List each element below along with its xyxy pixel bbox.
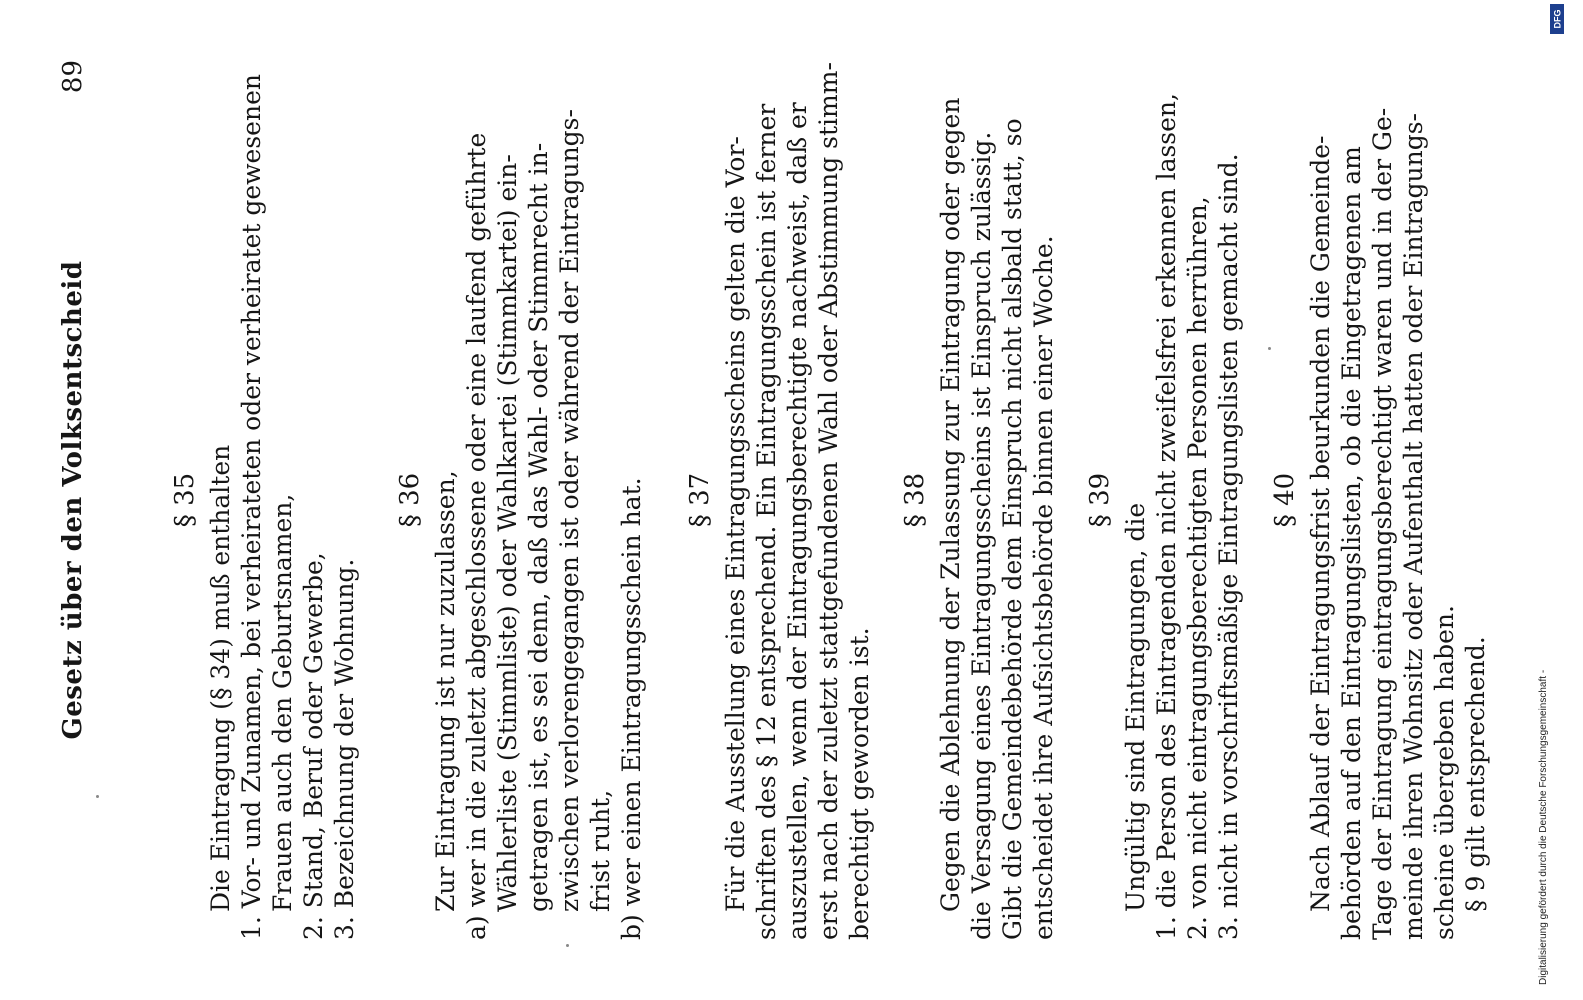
section-heading: § 35 <box>170 472 200 528</box>
section-35 <box>165 60 360 940</box>
text-line: die Versagung eines Eintragungsscheins ist Einspruch zulässig. <box>967 131 996 940</box>
list-item: 3. nicht in vorschriftsmäßige Eintragungslisten gemacht sind. <box>1214 153 1243 940</box>
text-line: Gibt die Gemeindebehörde dem Einspruch nicht alsbald statt, so <box>998 118 1027 940</box>
section-40 <box>1265 60 1491 940</box>
text-line: frist ruht, <box>586 789 615 912</box>
list-item: a) wer in die zuletzt abgeschlossene oder eine laufend geführte <box>462 132 491 940</box>
text-line: entscheidet ihre Aufsichtsbehörde binnen einer Woche. <box>1029 235 1058 940</box>
text-line: Gegen die Ablehnung der Zulassung zur Eintragung oder gegen <box>936 97 965 912</box>
text-line: berechtigt geworden ist. <box>845 627 874 940</box>
section-39 <box>1080 60 1244 940</box>
text-line: Ungültig sind Eintragungen, die <box>1121 502 1150 912</box>
page-title: Gesetz über den Volksentscheid <box>58 260 88 740</box>
text-line: meinde ihren Wohnsitz oder Aufenthalt hatten oder Eintragungs- <box>1399 113 1428 940</box>
section-37 <box>680 60 875 940</box>
list-item: b) wer einen Eintragungsschein hat. <box>617 477 646 940</box>
list-item: 1. die Person des Eintragenden nicht zweifelsfrei erkennen lassen, <box>1152 93 1181 940</box>
text-line: auszustellen, wenn der Eintragungsberechtigte nachweist, daß er <box>783 102 812 940</box>
text-line: erst nach der zuletzt stattgefundenen Wahl oder Abstimmung stimm- <box>814 62 843 940</box>
page-header <box>60 60 100 940</box>
section-heading: § 36 <box>395 472 425 528</box>
list-item: 2. Stand, Beruf oder Gewerbe, <box>299 552 328 940</box>
text-line: Nach Ablauf der Eintragungsfrist beurkunden die Gemeinde- <box>1306 135 1335 912</box>
section-36 <box>390 60 647 940</box>
text-line: § 9 gilt entsprechend. <box>1461 636 1490 912</box>
text-line: zwischen verlorengegangen ist oder während der Eintragungs- <box>555 109 584 912</box>
text-line: behörden auf den Eintragungslisten, ob die Eingetragenen am <box>1337 146 1366 940</box>
text-line: schriften des § 12 entsprechend. Ein Eintragungsschein ist ferner <box>752 103 781 940</box>
text-line: Frauen auch den Geburtsnamen, <box>268 493 297 912</box>
text-line: Zur Eintragung ist nur zuzulassen, <box>431 470 460 912</box>
section-heading: § 40 <box>1270 472 1300 528</box>
text-line: Für die Ausstellung eines Eintragungsscheins gelten die Vor- <box>721 136 750 912</box>
list-item: 1. Vor- und Zunamen, bei verheirateten oder verheiratet gewesenen <box>237 74 266 940</box>
text-line: Tage der Eintragung eintragungsberechtigt waren und in der Ge- <box>1368 107 1397 940</box>
section-heading: § 39 <box>1085 472 1115 528</box>
section-heading: § 38 <box>900 472 930 528</box>
page-number: 89 <box>58 60 88 94</box>
list-item: 3. Bezeichnung der Wohnung. <box>330 558 359 940</box>
scan-speck <box>566 944 569 947</box>
digitization-note: Digitalisierung gefördert durch die Deutsche Forschungsgemeinschaft - <box>1538 669 1549 985</box>
text-line: Die Eintragung (§ 34) muß enthalten <box>206 444 235 912</box>
text-line: Wählerliste (Stimmliste) oder Wahlkartei (Stimmkartei) ein- <box>493 154 522 912</box>
section-38 <box>895 60 1059 940</box>
section-heading: § 37 <box>685 472 715 528</box>
list-item: 2. von nicht eintragungsberechtigten Personen herrühren, <box>1183 196 1212 940</box>
rotated-page-content <box>60 60 1510 940</box>
dfg-logo: DFG <box>1550 4 1564 34</box>
text-line: scheine übergeben haben. <box>1430 605 1459 940</box>
text-line: getragen ist, es sei denn, daß das Wahl- oder Stimmrecht in- <box>524 142 553 912</box>
